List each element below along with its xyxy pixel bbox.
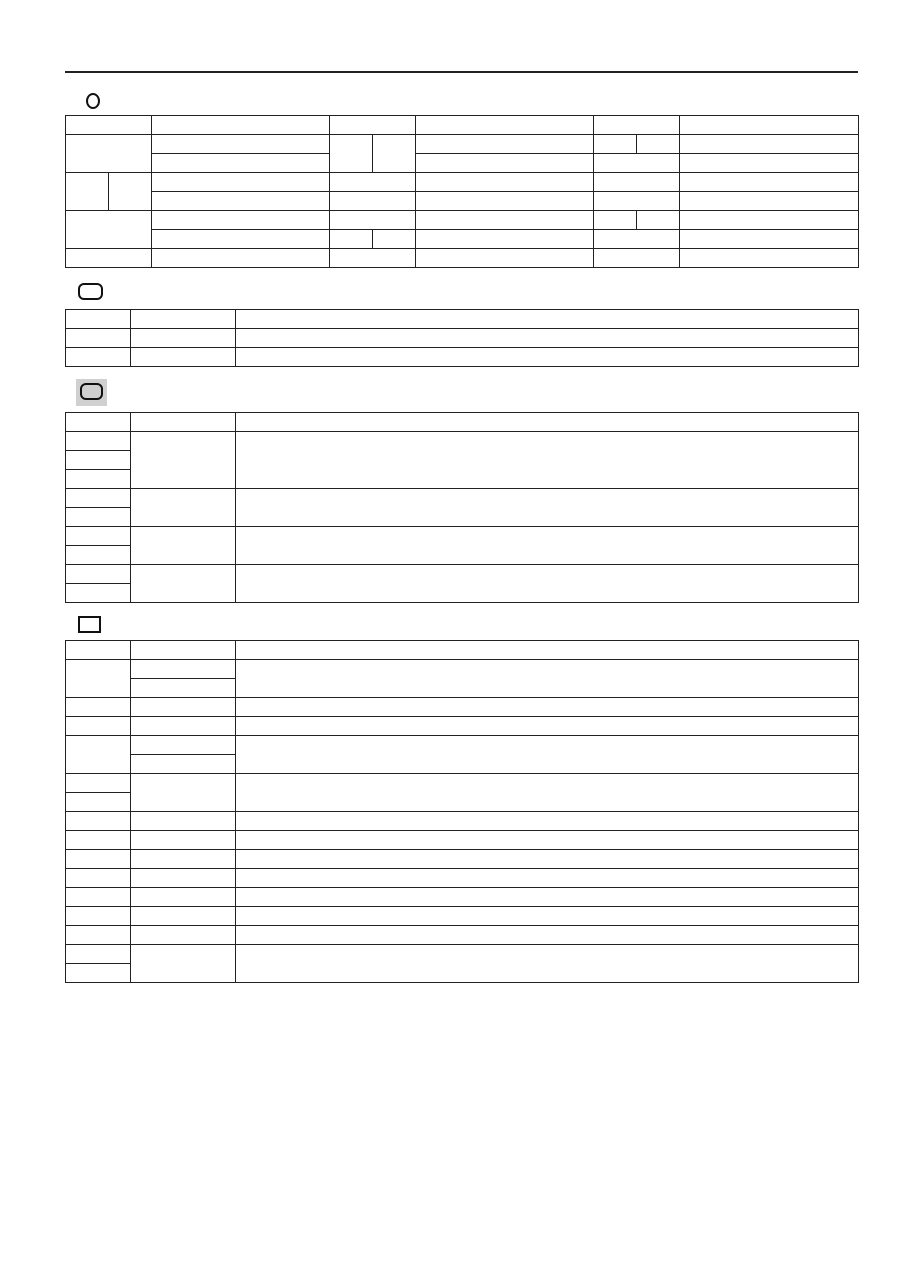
table-row (66, 432, 859, 451)
table-cell (66, 698, 131, 717)
table-cell (330, 192, 416, 211)
table-row (66, 888, 859, 907)
table-cell (152, 249, 330, 268)
table-cell (236, 831, 859, 850)
rounded-rectangle-icon (78, 283, 103, 300)
table-row (66, 945, 859, 964)
table-cell (66, 489, 131, 508)
table-row (66, 527, 859, 546)
table-row (66, 413, 859, 432)
table-row (66, 869, 859, 888)
table-cell (66, 565, 131, 584)
table-row (66, 717, 859, 736)
table-cell (66, 945, 131, 964)
table-row (66, 774, 859, 793)
table-cell (680, 211, 859, 230)
table-cell (373, 230, 416, 249)
table-cell (330, 173, 416, 192)
table-cell (131, 432, 236, 489)
table-cell (236, 641, 859, 660)
table-square-section (65, 640, 859, 983)
table-cell (131, 717, 236, 736)
table-cell (66, 173, 109, 211)
table-row (66, 812, 859, 831)
table-cell (236, 527, 859, 565)
table-cell (131, 831, 236, 850)
table-cell (66, 850, 131, 869)
table-cell (236, 736, 859, 774)
table-cell (66, 641, 131, 660)
table-cell (131, 660, 236, 679)
table-row (66, 831, 859, 850)
table-cell (66, 451, 131, 470)
table-cell (66, 869, 131, 888)
table-cell (236, 926, 859, 945)
table-cell (236, 812, 859, 831)
table-row (66, 116, 859, 135)
table-cell (416, 230, 594, 249)
table-row (66, 154, 859, 173)
table-cell (131, 755, 236, 774)
table-cell (330, 135, 373, 173)
table-shaded-section (65, 412, 859, 603)
table-cell (66, 211, 152, 249)
table-cell (131, 565, 236, 603)
table-row (66, 660, 859, 679)
table-cell (66, 888, 131, 907)
table-cell (236, 432, 859, 489)
table-cell (680, 192, 859, 211)
table-cell (66, 527, 131, 546)
table-cell (236, 489, 859, 527)
table-cell (680, 230, 859, 249)
table-cell (66, 812, 131, 831)
table-cell (131, 850, 236, 869)
shaded-rounded-rectangle-icon (80, 383, 103, 400)
table-row (66, 230, 859, 249)
table-cell (680, 135, 859, 154)
table-cell (109, 173, 152, 211)
table-row (66, 489, 859, 508)
table-cell (637, 135, 680, 154)
table-cell (680, 154, 859, 173)
table-cell (236, 774, 859, 812)
table-cell (131, 527, 236, 565)
table-row (66, 926, 859, 945)
table-row (66, 329, 859, 348)
table-cell (330, 116, 416, 135)
table-cell (236, 348, 859, 367)
table-cell (131, 926, 236, 945)
table-cell (131, 348, 236, 367)
table-cell (131, 869, 236, 888)
table-cell (594, 211, 637, 230)
table-row (66, 850, 859, 869)
table-cell (416, 154, 594, 173)
table-cell (594, 230, 680, 249)
table-cell (236, 945, 859, 983)
table-cell (152, 211, 330, 230)
square-icon (78, 616, 101, 633)
table-cell (131, 489, 236, 527)
table-circle-section (65, 115, 859, 268)
table-cell (66, 736, 131, 774)
table-cell (131, 907, 236, 926)
table-cell (131, 641, 236, 660)
table-cell (236, 565, 859, 603)
table-row (66, 249, 859, 268)
table-cell (236, 869, 859, 888)
table-cell (66, 774, 131, 793)
table-cell (680, 249, 859, 268)
table-row (66, 173, 859, 192)
table-cell (131, 945, 236, 983)
table-cell (416, 135, 594, 154)
table-row (66, 192, 859, 211)
table-cell (236, 888, 859, 907)
table-cell (330, 211, 416, 230)
header-rule (65, 71, 858, 73)
table-cell (416, 173, 594, 192)
table-cell (131, 413, 236, 432)
table-cell (66, 660, 131, 698)
table-row (66, 348, 859, 367)
table-cell (66, 546, 131, 565)
table-cell (236, 698, 859, 717)
table-cell (594, 249, 680, 268)
table-cell (131, 774, 236, 812)
table-cell (66, 329, 131, 348)
table-cell (416, 192, 594, 211)
table-cell (66, 831, 131, 850)
table-cell (236, 310, 859, 329)
table-cell (66, 926, 131, 945)
table-cell (131, 310, 236, 329)
table-cell (594, 173, 680, 192)
table-row (66, 641, 859, 660)
table-cell (66, 964, 131, 983)
table-cell (152, 173, 330, 192)
table-cell (416, 116, 594, 135)
table-row (66, 135, 859, 154)
table-row (66, 310, 859, 329)
table-cell (236, 413, 859, 432)
table-cell (330, 230, 373, 249)
table-cell (66, 432, 131, 451)
table-cell (152, 192, 330, 211)
table-cell (594, 135, 637, 154)
table-row (66, 211, 859, 230)
table-cell (66, 907, 131, 926)
table-cell (66, 348, 131, 367)
table-row (66, 698, 859, 717)
table-cell (236, 850, 859, 869)
table-cell (131, 679, 236, 698)
table-cell (66, 793, 131, 812)
table-cell (131, 736, 236, 755)
table-row (66, 565, 859, 584)
table-cell (594, 192, 680, 211)
table-cell (152, 116, 330, 135)
table-cell (594, 154, 680, 173)
table-cell (152, 154, 330, 173)
table-cell (680, 116, 859, 135)
table-cell (416, 249, 594, 268)
table-row (66, 907, 859, 926)
table-cell (131, 888, 236, 907)
table-cell (637, 211, 680, 230)
table-cell (236, 329, 859, 348)
table-cell (373, 135, 416, 173)
table-cell (680, 173, 859, 192)
table-cell (66, 508, 131, 527)
table-cell (66, 249, 152, 268)
table-cell (66, 310, 131, 329)
table-cell (416, 211, 594, 230)
table-cell (131, 329, 236, 348)
table-cell (66, 116, 152, 135)
table-cell (594, 116, 680, 135)
table-cell (236, 717, 859, 736)
table-cell (131, 698, 236, 717)
table-cell (330, 249, 416, 268)
table-cell (66, 717, 131, 736)
circle-icon (86, 93, 100, 109)
table-cell (66, 470, 131, 489)
table-cell (236, 907, 859, 926)
table-cell (66, 135, 152, 173)
table-cell (152, 135, 330, 154)
table-rounded-section (65, 309, 859, 367)
table-cell (66, 413, 131, 432)
table-cell (152, 230, 330, 249)
table-cell (131, 812, 236, 831)
table-cell (236, 660, 859, 698)
table-cell (66, 584, 131, 603)
table-row (66, 736, 859, 755)
